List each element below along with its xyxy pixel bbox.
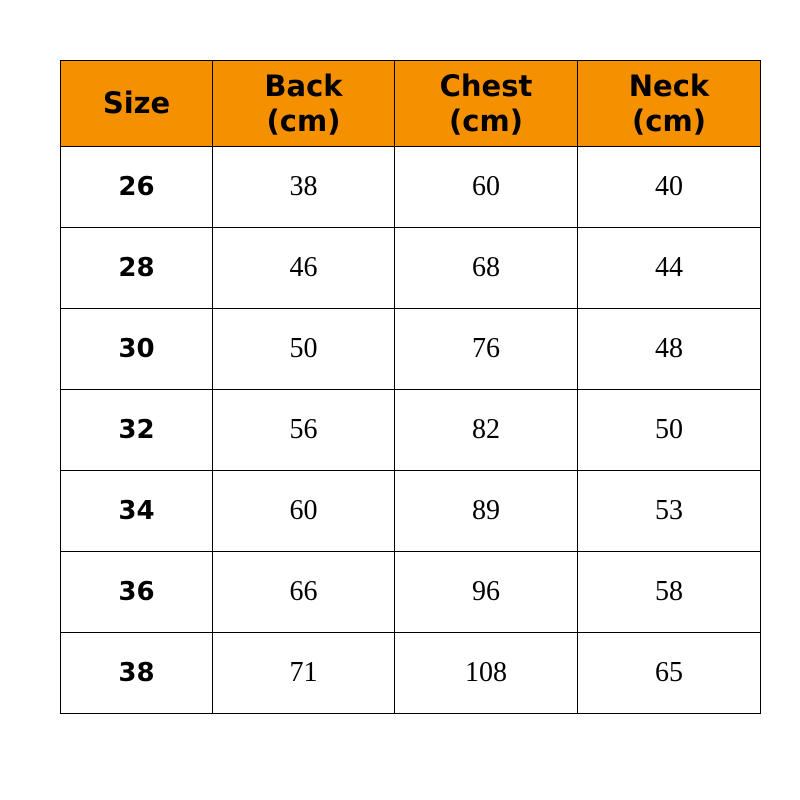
cell-neck: 53 bbox=[578, 471, 761, 552]
cell-back: 71 bbox=[213, 633, 395, 714]
column-header-chest bbox=[395, 61, 578, 147]
cell-neck: 48 bbox=[578, 309, 761, 390]
cell-neck: 50 bbox=[578, 390, 761, 471]
table-row bbox=[61, 552, 761, 633]
column-header-size-line-1: Size bbox=[102, 86, 171, 121]
table-header bbox=[61, 61, 761, 147]
table-row bbox=[61, 633, 761, 714]
cell-chest: 82 bbox=[395, 390, 578, 471]
cell-size: 36 bbox=[61, 552, 213, 633]
cell-size: 26 bbox=[61, 147, 213, 228]
column-header-back-line-2: (cm) bbox=[266, 103, 341, 138]
cell-back: 60 bbox=[213, 471, 395, 552]
cell-neck: 65 bbox=[578, 633, 761, 714]
cell-chest: 76 bbox=[395, 309, 578, 390]
column-header-chest-line-1: Chest bbox=[439, 69, 533, 104]
table-row bbox=[61, 147, 761, 228]
cell-chest: 96 bbox=[395, 552, 578, 633]
header-row bbox=[61, 61, 761, 147]
cell-neck: 40 bbox=[578, 147, 761, 228]
table-row bbox=[61, 309, 761, 390]
cell-size: 30 bbox=[61, 309, 213, 390]
column-header-neck bbox=[578, 61, 761, 147]
table-body bbox=[61, 147, 761, 714]
cell-size: 28 bbox=[61, 228, 213, 309]
column-header-neck-line-1: Neck bbox=[628, 69, 710, 104]
cell-chest: 108 bbox=[395, 633, 578, 714]
cell-back: 56 bbox=[213, 390, 395, 471]
column-header-back-line-1: Back bbox=[264, 69, 343, 104]
cell-size: 38 bbox=[61, 633, 213, 714]
column-header-size bbox=[61, 61, 213, 147]
column-header-chest-line-2: (cm) bbox=[449, 103, 523, 138]
table-row bbox=[61, 471, 761, 552]
cell-chest: 89 bbox=[395, 471, 578, 552]
cell-back: 38 bbox=[213, 147, 395, 228]
cell-size: 34 bbox=[61, 471, 213, 552]
cell-back: 46 bbox=[213, 228, 395, 309]
cell-neck: 44 bbox=[578, 228, 761, 309]
cell-chest: 68 bbox=[395, 228, 578, 309]
size-chart-table bbox=[60, 60, 761, 714]
cell-neck: 58 bbox=[578, 552, 761, 633]
column-header-neck-line-2: (cm) bbox=[632, 103, 706, 138]
cell-chest: 60 bbox=[395, 147, 578, 228]
table-row bbox=[61, 390, 761, 471]
column-header-back bbox=[213, 61, 395, 147]
cell-back: 50 bbox=[213, 309, 395, 390]
size-chart-container bbox=[60, 60, 760, 714]
table-row bbox=[61, 228, 761, 309]
cell-back: 66 bbox=[213, 552, 395, 633]
cell-size: 32 bbox=[61, 390, 213, 471]
